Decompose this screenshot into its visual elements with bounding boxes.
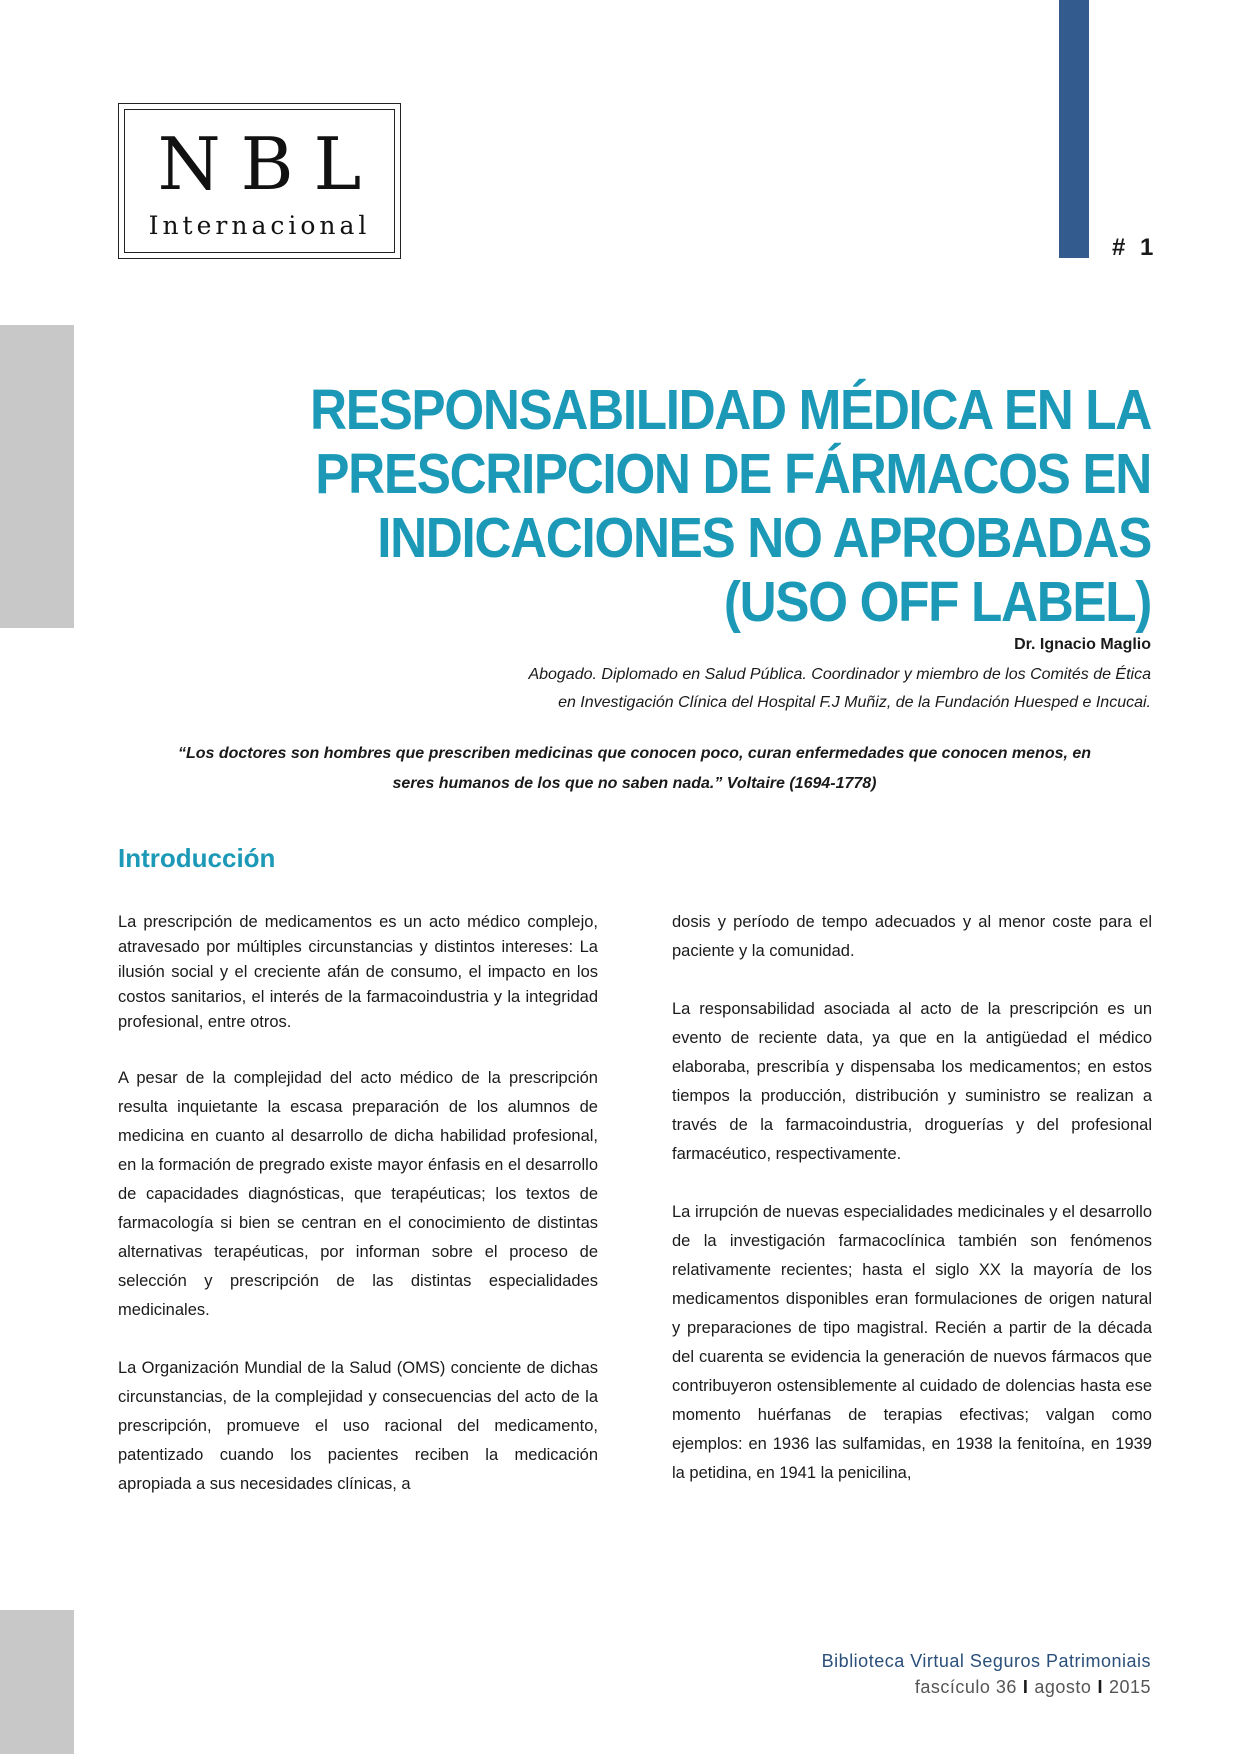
article-title	[251, 378, 1151, 634]
body-paragraph: La irrupción de nuevas especialidades medicinales y el desarrollo de la investigación farmacoclínica también son fenómenos relativamente recientes; hasta el siglo XX la mayoría de los medicamentos disponibles eran formulaciones de origen natural y preparaciones de tipo magistral. Recién a partir de la década del cuarenta se evidencia la generación de nuevos fármacos que contribuyeron ostensiblemente al cuidado de dolencias hasta ese momento huérfanas de terapias efectivas; valgan como ejemplos: en 1936 las sulfamidas, en 1938 la fenitoína, en 1939 la petidina, en 1941 la penicilina,	[672, 1203, 1152, 1482]
footer-fascicle: fascículo 36	[914, 1677, 1017, 1697]
author-name: Dr. Ignacio Maglio	[1014, 636, 1151, 653]
logo-brand: NBL	[157, 122, 382, 206]
body-column-left	[118, 910, 598, 1528]
title-line: RESPONSABILIDAD MÉDICA EN LA	[310, 378, 1152, 442]
footer-month: agosto	[1034, 1677, 1092, 1697]
footer-separator: I	[1097, 1677, 1103, 1697]
side-decor-bar-bottom	[0, 1610, 74, 1754]
body-paragraph: La responsabilidad asociada al acto de la prescripción es un evento de reciente data, ya que en la antigüedad el médico elaboraba, prescribía y dispensaba los medicamentos; en estos tiempos la producción, distribución y suministro se realizan a través de la farmacoindustria, droguerías y del profesional farmacéutico, respectivamente.	[672, 1000, 1152, 1163]
quote-line: seres humanos de los que no saben nada.” Voltaire (1694-1778)	[392, 775, 877, 792]
logo-subtitle: Internacional	[148, 211, 371, 240]
footer-publication: Biblioteca Virtual Seguros Patrimoniais	[821, 1651, 1151, 1671]
logo-frame	[124, 109, 395, 253]
nbl-logo	[118, 103, 401, 259]
title-line: INDICACIONES NO APROBADAS	[377, 506, 1151, 570]
affiliation-line: en Investigación Clínica del Hospital F.J Muñiz, de la Fundación Huesped e Incucai.	[558, 694, 1151, 711]
quote-line: “Los doctores son hombres que prescriben medicinas que conocen poco, curan enfermedades que conocen menos, en	[177, 745, 1092, 762]
footer-issue-info	[915, 1677, 1151, 1698]
top-accent-bar	[1059, 0, 1089, 258]
body-paragraph: A pesar de la complejidad del acto médico de la prescripción resulta inquietante la escasa preparación de los alumnos de medicina en cuanto al desarrollo de dicha habilidad profesional, en la formación de pregrado existe mayor énfasis en el desarrollo de capacidades diagnósticas, que terapéuticas; los textos de farmacología si bien se centran en el conocimiento de distintas alternativas terapéuticas, por informan sobre el proceso de selección y prescripción de las distintas especialidades medicinales.	[118, 1069, 598, 1319]
body-column-right	[672, 908, 1152, 1517]
side-decor-bar-top	[0, 325, 74, 628]
author-affiliation	[251, 661, 1151, 717]
epigraph-quote	[118, 739, 1151, 799]
footer-year: 2015	[1108, 1677, 1151, 1697]
body-paragraph: La prescripción de medicamentos es un acto médico complejo, atravesado por múltiples circunstancias y distintos intereses: La ilusión social y el creciente afán de consumo, el impacto en los costos sanitarios, el interés de la farmacoindustria y la integridad profesional, entre otros.	[118, 913, 598, 1031]
footer-separator: I	[1022, 1677, 1029, 1697]
title-line: PRESCRIPCION DE FÁRMACOS EN	[315, 442, 1151, 506]
body-paragraph: La Organización Mundial de la Salud (OMS) conciente de dichas circunstancias, de la complejidad y consecuencias del acto de la prescripción, promueve el uso racional del medicamento, patentizado cuando los pacientes reciben la medicación apropiada a sus necesidades clínicas, a	[118, 1359, 598, 1493]
affiliation-line: Abogado. Diplomado en Salud Pública. Coordinador y miembro de los Comités de Ética	[528, 666, 1151, 683]
issue-number: # 1	[1112, 234, 1158, 261]
section-heading: Introducción	[118, 843, 276, 873]
body-paragraph: dosis y período de tempo adecuados y al menor coste para el paciente y la comunidad.	[672, 913, 1152, 960]
title-line: (USO OFF LABEL)	[723, 570, 1151, 634]
